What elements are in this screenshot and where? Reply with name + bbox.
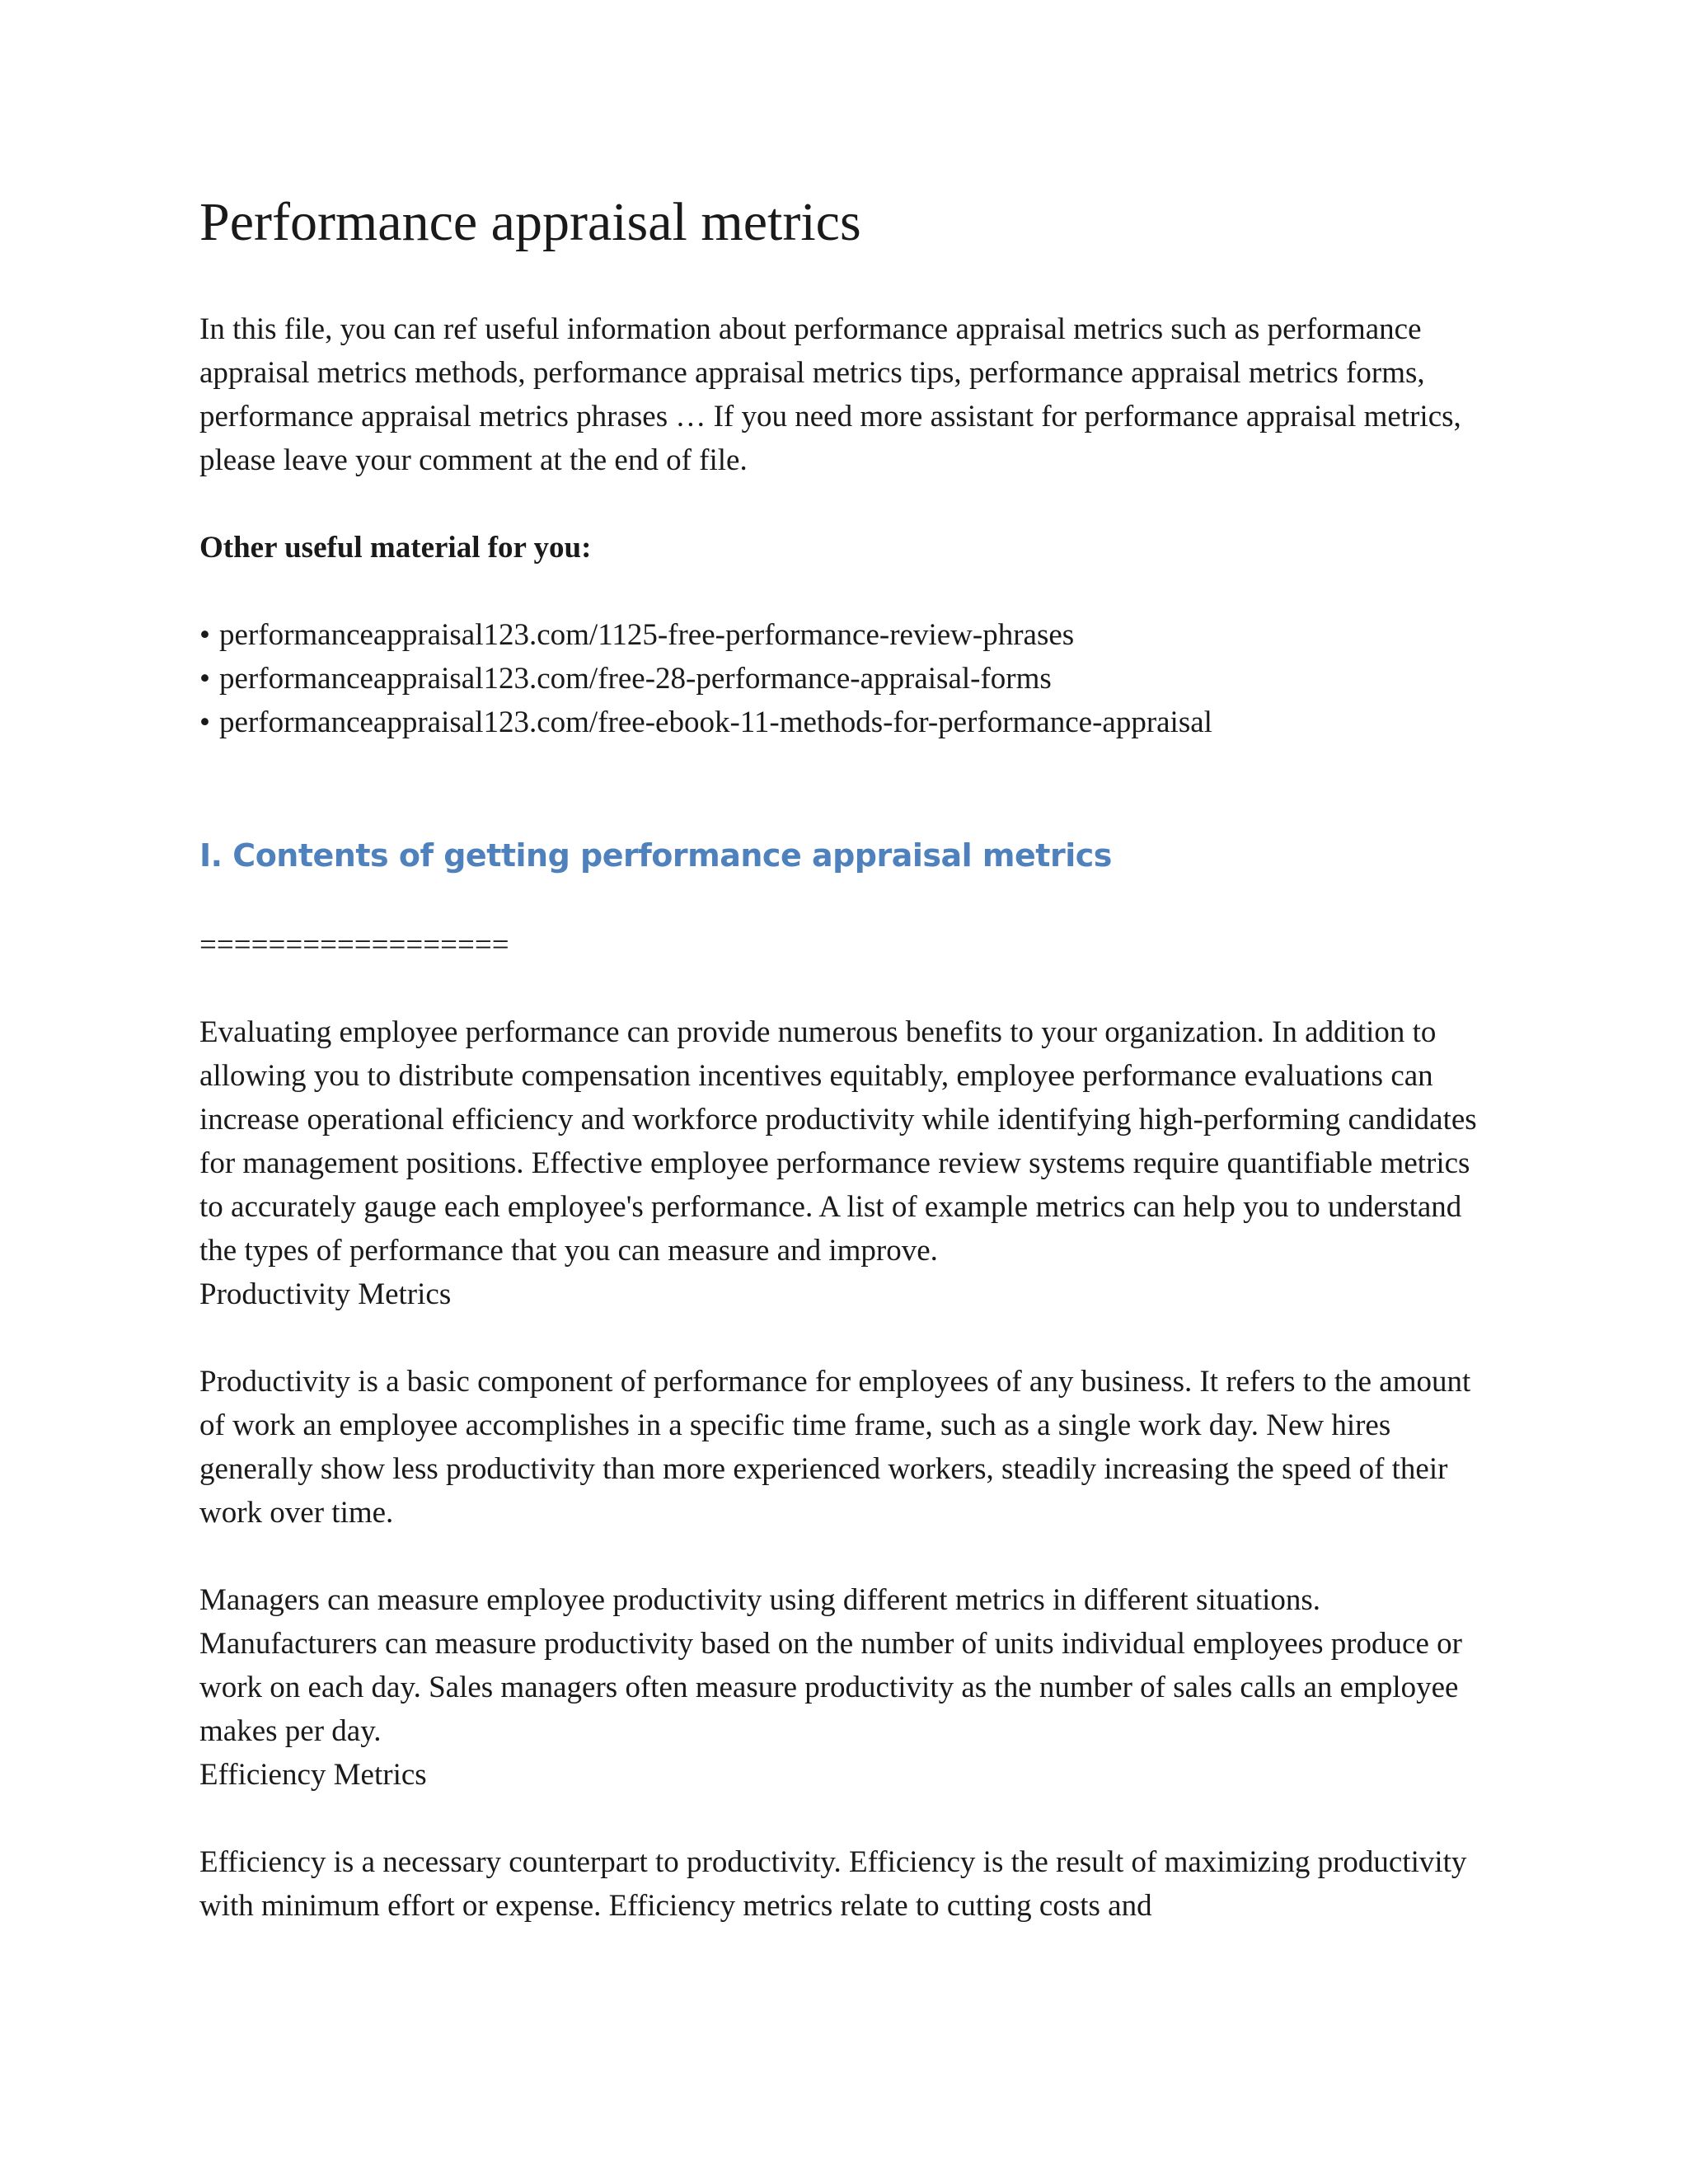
efficiency-metrics-heading: Efficiency Metrics [199,1757,427,1792]
bullet: • [199,618,210,653]
evaluating-paragraph: Evaluating employee performance can provide numerous benefits to your organization. In addition to allowing you to distribute compensation incentives equitably, employee performance evaluations can increase operational efficiency and workforce productivity while identifying high-performing candidates for management positions. Effective employee performance review systems require quantifiable metrics to accurately gauge each employee's performance. A list of example metrics can help you to understand the types of performance that you can measure and improve. [199,1015,1477,1268]
document-title: Performance appraisal metrics [199,192,861,252]
productivity-paragraph-2: Managers can measure employee productivity using different metrics in different situations. Manufacturers can measure productivity based on the number of units individual employees produce or work on each day. Sales managers often measure productivity as the number of sales calls an employee makes per day. [199,1582,1462,1748]
link-text[interactable]: performanceappraisal123.com/free-28-performance-appraisal-forms [219,662,1052,696]
other-material-heading: Other useful material for you: [199,531,592,565]
list-item[interactable] [199,657,1485,701]
section-heading: I. Contents of getting performance appraisal metrics [199,837,1112,874]
productivity-metrics-heading: Productivity Metrics [199,1277,452,1311]
list-item[interactable] [199,701,1485,744]
list-item[interactable] [199,613,1485,657]
link-text[interactable]: performanceappraisal123.com/free-ebook-11-methods-for-performance-appraisal [219,705,1212,740]
useful-links-list [199,613,1485,744]
bullet: • [199,705,210,740]
efficiency-paragraph-1: Efficiency is a necessary counterpart to productivity. Efficiency is the result of maximizing productivity with minimum effort or expense. Efficiency metrics relate to cutting costs and [199,1844,1467,1923]
bullet: • [199,662,210,696]
intro-paragraph: In this file, you can ref useful information about performance appraisal metrics such as performance appraisal metrics methods, performance appraisal metrics tips, performance appraisal metrics forms, performance appraisal metrics phrases … If you need more assistant for performance appraisal metrics, please leave your comment at the end of file. [199,312,1461,478]
link-text[interactable]: performanceappraisal123.com/1125-free-performance-review-phrases [219,618,1075,653]
document-page [199,190,1485,1928]
divider-line: ================== [199,927,509,962]
productivity-paragraph-1: Productivity is a basic component of performance for employees of any business. It refers to the amount of work an employee accomplishes in a specific time frame, such as a single work day. New hires generally show less productivity than more experienced workers, steadily increasing the speed of their work over time. [199,1364,1471,1530]
